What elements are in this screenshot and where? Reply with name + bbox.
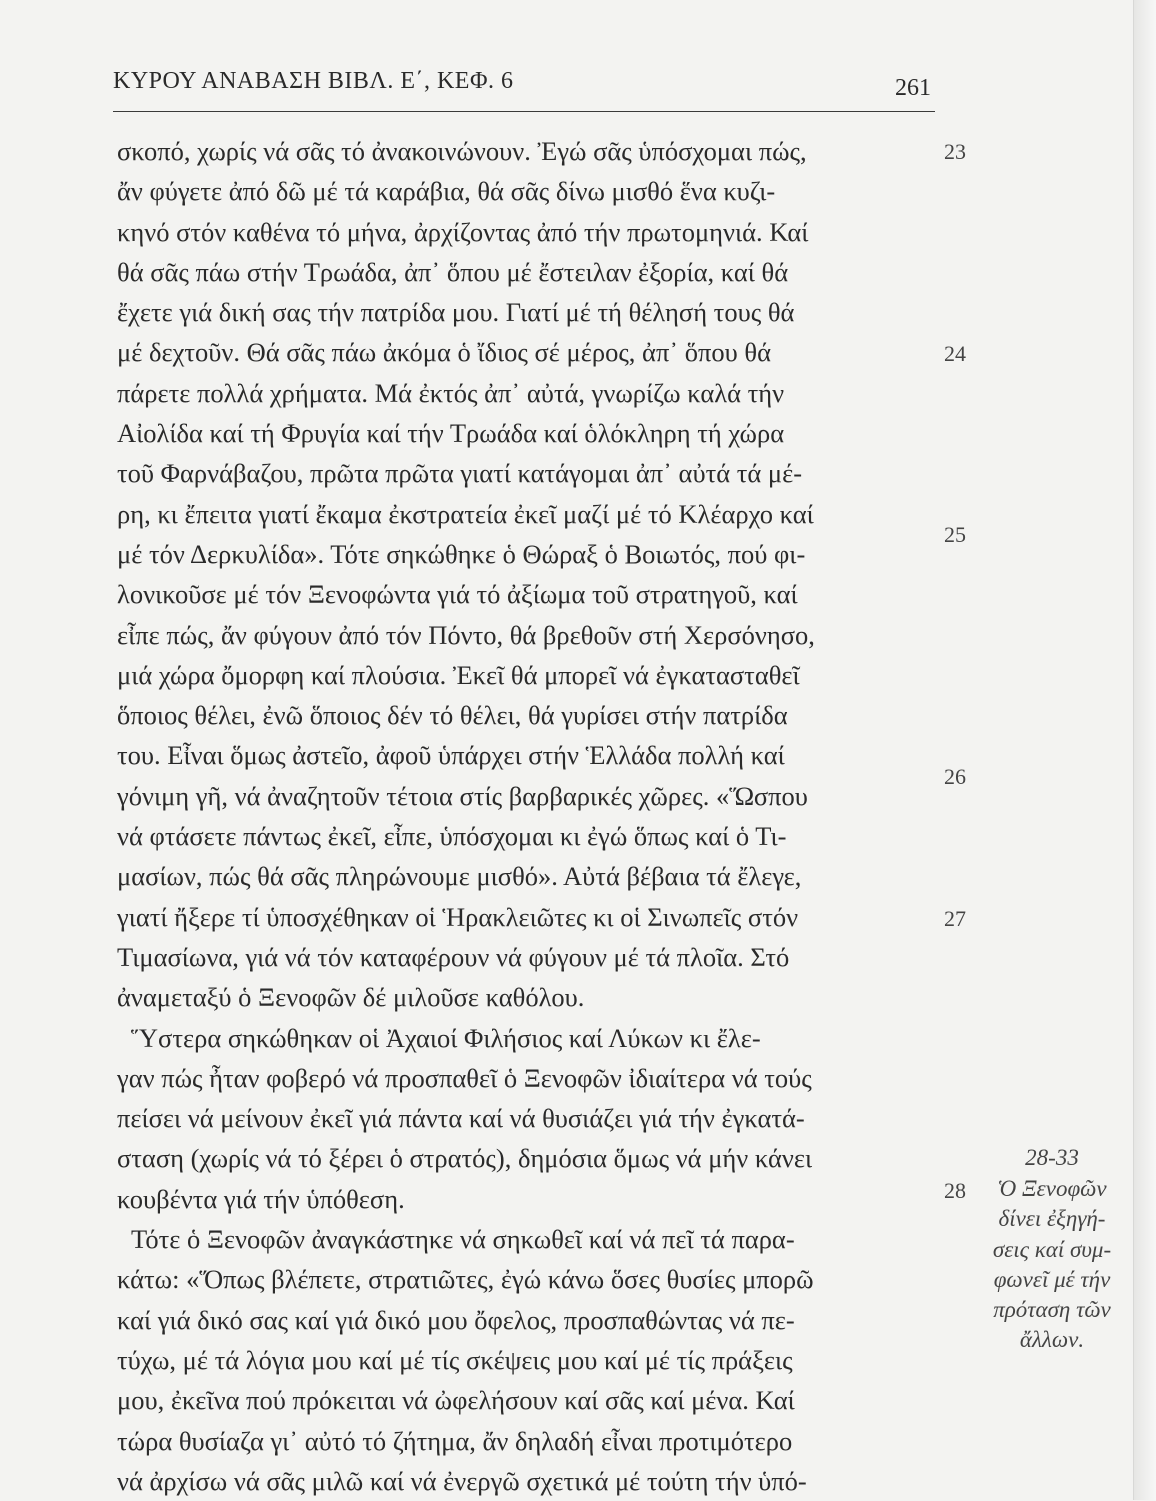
text-line: καί γιά δικό σας καί γιά δικό μου ὄφελος, προσπαθώντας νά πε- [117,1304,795,1335]
text-line: του. Εἶναι ὅμως ἀστεῖο, ἀφοῦ ὑπάρχει στήν Ἑλλάδα πολλή καί [117,740,785,771]
note-line: πρόταση τῶν [993,1297,1111,1323]
text-line: σταση (χωρίς νά τό ξέρει ὁ στρατός), δημόσια ὅμως νά μήν κάνει [117,1143,813,1174]
text-line: ἄν φύγετε ἀπό δῶ μέ τά καράβια, θά σᾶς δίνω μισθό ἕνα κυζι- [117,176,776,207]
text-line: γόνιμη γῆ, νά ἀναζητοῦν τέτοια στίς βαρβαρικές χῶρες. «Ὥσπου [117,780,808,811]
text-line: τοῦ Φαρνάβαζου, πρῶτα πρῶτα γιατί κατάγομαι ἀπ᾽ αὐτά τά μέ- [117,458,803,489]
text-line: μέ δεχτοῦν. Θά σᾶς πάω ἀκόμα ὁ ἴδιος σέ μέρος, ἀπ᾽ ὅπου θά [117,337,771,368]
note-line: ἄλλων. [1019,1327,1085,1353]
text-line: πάρετε πολλά χρήματα. Μά ἐκτός ἀπ᾽ αὐτά, γνωρίζω καλά τήν [117,377,785,408]
section-number: 25 [944,522,966,547]
header-rule [113,111,935,112]
margin-note [972,1142,1132,1356]
text-line: Τότε ὁ Ξενοφῶν ἀναγκάστηκε νά σηκωθεῖ καί νά πεῖ τά παρα- [131,1224,795,1255]
text-line: σκοπό, χωρίς νά σᾶς τό ἀνακοινώνουν. Ἐγώ σᾶς ὑπόσχομαι πώς, [117,136,807,166]
page-header [113,64,935,100]
note-range: 28-33 [1025,1145,1079,1170]
page-number: 261 [895,75,931,101]
text-line: κουβέντα γιά τήν ὑπόθεση. [117,1183,405,1214]
text-line: νά ἀρχίσω νά σᾶς μιλῶ καί νά ἐνεργῶ σχετικά μέ τούτη τήν ὑπό- [117,1465,807,1496]
section-number: 23 [944,139,966,164]
text-line: μέ τόν Δερκυλίδα». Τότε σηκώθηκε ὁ Θώραξ ὁ Βοιωτός, πού φι- [117,538,806,569]
text-line: Τιμασίωνα, γιά νά τόν καταφέρουν νά φύγουν μέ τά πλοῖα. Στό [117,941,790,972]
text-line: εἶπε πώς, ἄν φύγουν ἀπό τόν Πόντο, θά βρεθοῦν στή Χερσόνησο, [117,619,815,650]
text-line: τώρα θυσίαζα γι᾽ αὐτό τό ζήτημα, ἄν δηλαδή εἶναι προτιμότερο [117,1425,793,1456]
body-text [117,131,930,1501]
note-line: φωνεῖ μέ τήν [993,1266,1111,1292]
text-line: κηνό στόν καθένα τό μήνα, ἀρχίζοντας ἀπό τήν πρωτομηνιά. Καί [117,216,809,247]
text-line: πείσει νά μείνουν ἐκεῖ γιά πάντα καί νά θυσιάζει γιά τήν ἐγκατά- [117,1103,805,1134]
section-number: 24 [944,341,966,366]
section-number: 28 [944,1178,966,1203]
text-line: ἔχετε γιά δική σας τήν πατρίδα μου. Γιατί μέ τή θέλησή τους θά [117,297,795,328]
text-line: Αἰολίδα καί τή Φρυγία καί τήν Τρωάδα καί ὁλόκληρη τή χώρα [117,418,785,449]
section-number: 27 [944,906,966,931]
note-line: Ὁ Ξενοφῶν [997,1176,1107,1201]
note-line: δίνει ἐξηγή- [998,1206,1106,1232]
text-line: λονικοῦσε μέ τόν Ξενοφώντα γιά τό ἀξίωμα τοῦ στρατηγοῦ, καί [117,579,798,610]
text-line: γιατί ἤξερε τί ὑποσχέθηκαν οἱ Ἡρακλειῶτες κι οἱ Σινωπεῖς στόν [117,901,799,932]
text-line: ἀναμεταξύ ὁ Ξενοφῶν δέ μιλοῦσε καθόλου. [117,982,585,1013]
text-line: ὅποιος θέλει, ἐνῶ ὅποιος δέν τό θέλει, θά γυρίσει στήν πατρίδα [117,700,788,731]
page-edge [1133,0,1156,1500]
text-line: θά σᾶς πάω στήν Τρωάδα, ἀπ᾽ ὅπου μέ ἔστειλαν ἐξορία, καί θά [117,256,789,287]
text-line: μου, ἐκεῖνα πού πρόκειται νά ὠφελήσουν καί σᾶς καί μένα. Καί [117,1385,795,1416]
text-line: Ὕστερα σηκώθηκαν οἱ Ἀχαιοί Φιλήσιος καί Λύκων κι ἔλε- [131,1022,761,1053]
text-line: μασίων, πώς θά σᾶς πληρώνουμε μισθό». Αὐτά βέβαια τά ἔλεγε, [117,861,802,892]
text-line: μιά χώρα ὄμορφη καί πλούσια. Ἐκεῖ θά μπορεῖ νά ἐγκατασταθεῖ [117,659,800,690]
text-line: τύχω, μέ τά λόγια μου καί μέ τίς σκέψεις μου καί μέ τίς πράξεις [117,1344,793,1375]
text-line: κάτω: «Ὅπως βλέπετε, στρατιῶτες, ἐγώ κάνω ὅσες θυσίες μπορῶ [117,1264,814,1295]
note-line: σεις καί συμ- [992,1236,1112,1262]
text-line: γαν πώς ἦταν φοβερό νά προσπαθεῖ ὁ Ξενοφῶν ἰδιαίτερα νά τούς [117,1062,812,1093]
text-line: ρη, κι ἔπειτα γιατί ἔκαμα ἐκστρατεία ἐκεῖ μαζί μέ τό Κλέαρχο καί [117,498,814,529]
section-number: 26 [944,764,966,789]
running-title: ΚΥΡΟΥ ΑΝΑΒΑΣΗ ΒΙΒΛ. Ε΄, ΚΕΦ. 6 [113,68,514,94]
text-line: νά φτάσετε πάντως ἐκεῖ, εἶπε, ὑπόσχομαι κι ἐγώ ὅπως καί ὁ Τι- [117,821,787,852]
